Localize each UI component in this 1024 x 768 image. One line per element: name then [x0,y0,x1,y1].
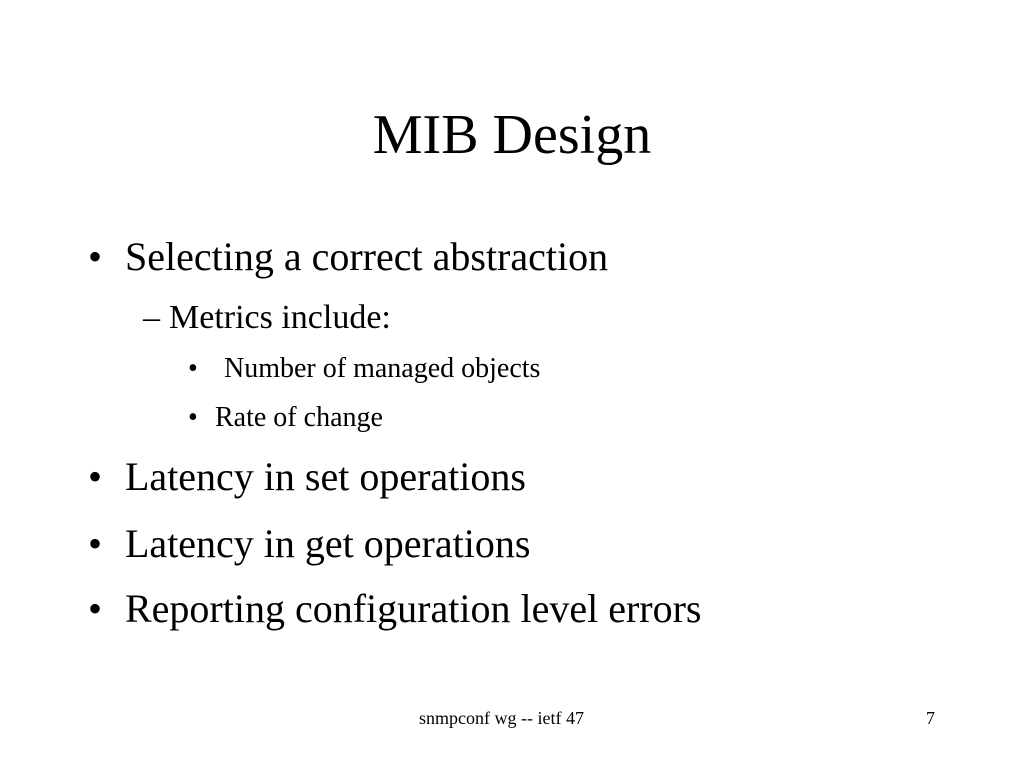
sub-bullet-marker: – [143,299,160,336]
sub-sub-bullet-marker: • [188,353,198,384]
bullet-text: Selecting a correct abstraction [125,234,609,279]
sub-sub-bullet-marker: • [188,402,198,433]
bullet-marker: • [88,234,103,279]
bullet-marker: • [88,521,103,566]
bullet-marker: • [88,454,103,499]
bullet-text: Reporting configuration level errors [125,586,702,631]
sub-sub-bullet-text: Rate of change [215,402,383,433]
bullet-text: Latency in set operations [125,454,526,499]
page-number: 7 [926,708,935,728]
footer-text: snmpconf wg -- ietf 47 [419,708,584,728]
bullet-text: Latency in get operations [125,521,531,566]
sub-sub-bullet-text: Number of managed objects [224,353,541,384]
slide-title: MIB Design [372,104,652,166]
sub-bullet-text: Metrics include: [169,299,391,336]
bullet-marker: • [88,586,103,631]
